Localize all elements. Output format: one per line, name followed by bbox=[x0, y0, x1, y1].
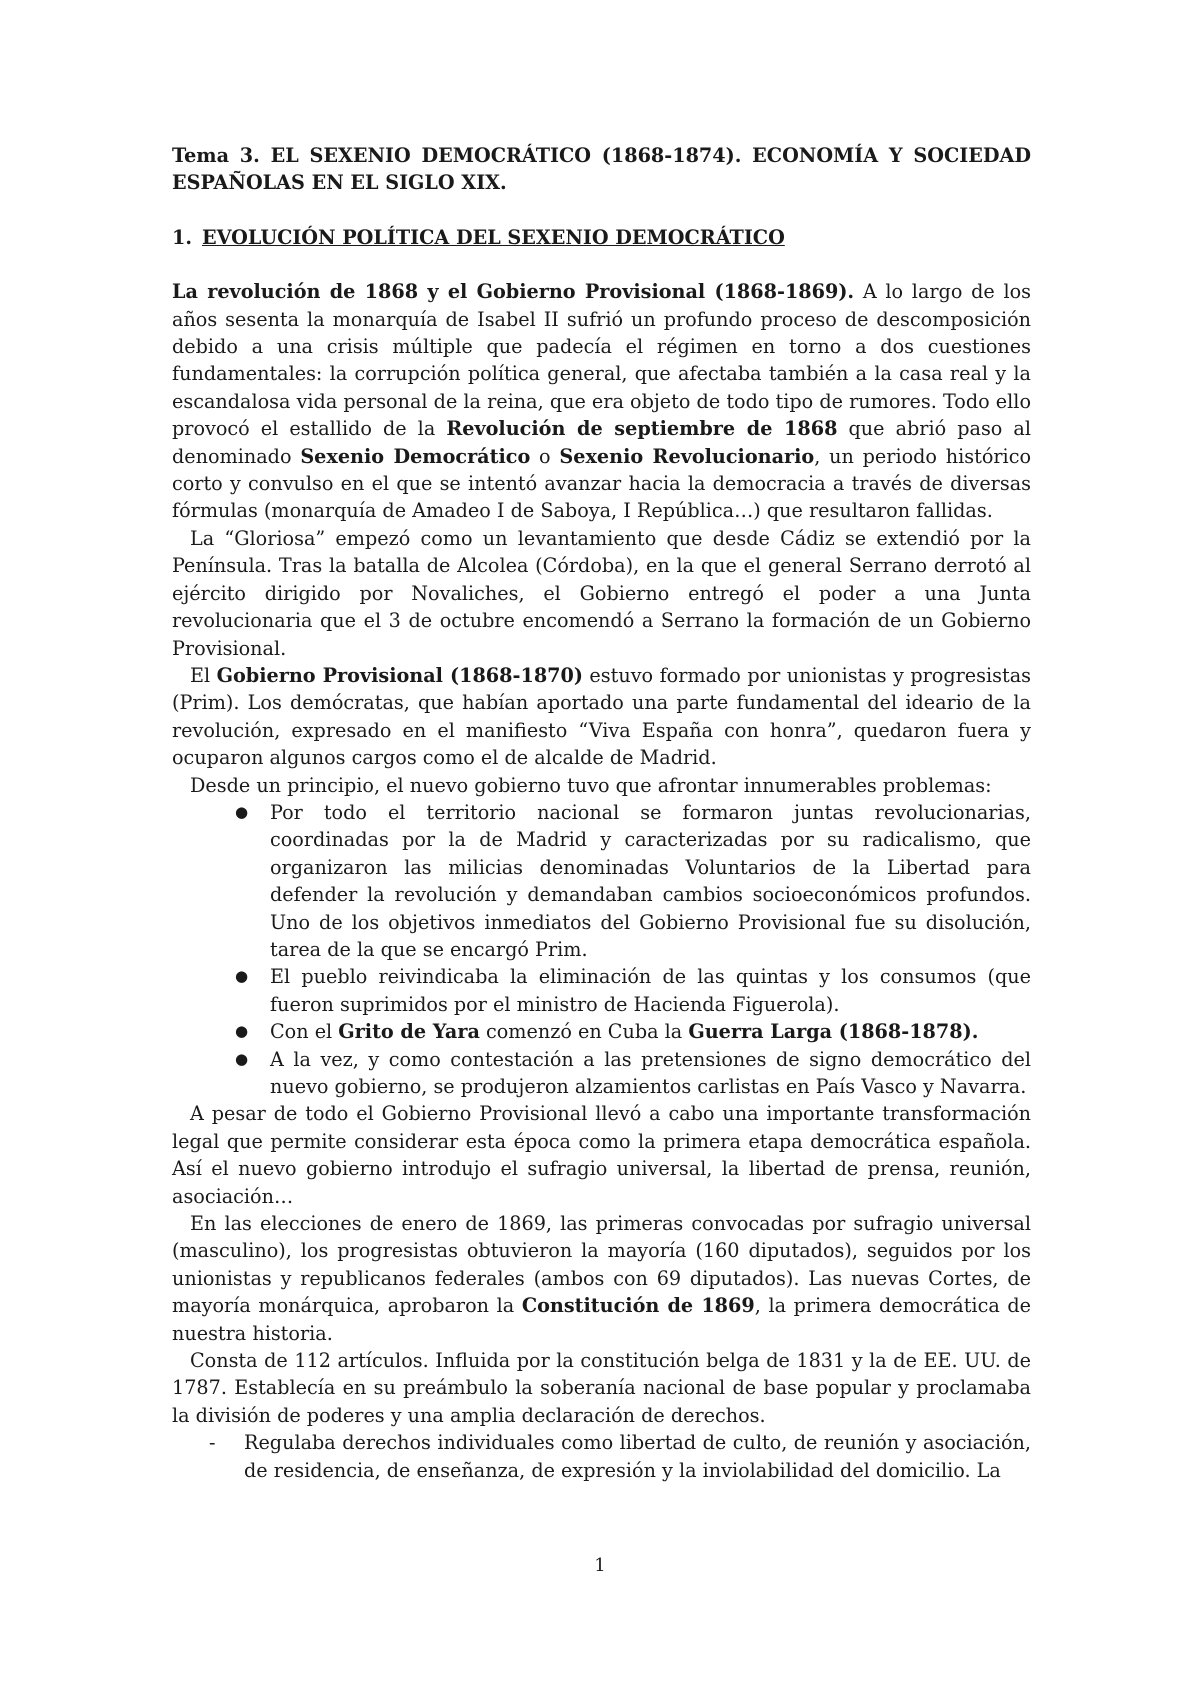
list-item: - Regulaba derechos individuales como libertad de culto, de reunión y asociación, de residencia, de enseñanza, de expresión y la inviolabilidad del domicilio. La bbox=[244, 1429, 1031, 1484]
paragraph-revolucion-1868: La revolución de 1868 y el Gobierno Provisional (1868-1869). A lo largo de los años sesenta la monarquía de Isabel II sufrió un profundo proceso de descomposición debido a una crisis múltiple que padecía el régimen en torno a dos cuestiones fundamentales: la corrupción política general, que afectaba también a la casa real y la escandalosa vida personal de la reina, que era objeto de todo tipo de rumores. Todo ello provocó el estallido de la Revolución de septiembre de 1868 que abrió paso al denominado Sexenio Democrático o Sexenio Revolucionario, un periodo histórico corto y convulso en el que se intentó avanzar hacia la democracia a través de diversas fórmulas (monarquía de Amadeo I de Saboya, I República…) que resultaron fallidas. bbox=[172, 280, 1032, 523]
paragraph-gloriosa: La “Gloriosa” empezó como un levantamiento que desde Cádiz se extendió por la Península. Tras la batalla de Alcolea (Córdoba), en la que el general Serrano derrotó al ejército dirigido por Novaliches, el Gobierno entregó el poder a una Junta revolucionaria que el 3 de octubre encomendó a Serrano la formación de un Gobierno Provisional. bbox=[172, 526, 1031, 660]
derechos-list bbox=[172, 1429, 1031, 1484]
document-body bbox=[172, 142, 1031, 1484]
list-item: ● Con el Grito de Yara comenzó en Cuba la Guerra Larga (1868-1878). bbox=[270, 1018, 1031, 1045]
document-title: Tema 3. EL SEXENIO DEMOCRÁTICO (1868-1874). ECONOMÍA Y SOCIEDAD ESPAÑOLAS EN EL SIGLO XIX. bbox=[172, 144, 1031, 195]
paragraph-elecciones-1869: En las elecciones de enero de 1869, las primeras convocadas por sufragio universal (masculino), los progresistas obtuvieron la mayoría (160 diputados), seguidos por los unionistas y republicanos federales (ambos con 69 diputados). Las nuevas Cortes, de mayoría monárquica, aprobaron la Constitución de 1869, la primera democrática de nuestra historia. bbox=[172, 1212, 1031, 1345]
paragraph-transformacion-legal: A pesar de todo el Gobierno Provisional llevó a cabo una importante transformación legal que permite considerar esta época como la primera etapa democrática española. Así el nuevo gobierno introdujo el sufragio universal, la libertad de prensa, reunión, asociación… bbox=[172, 1102, 1031, 1208]
subheading-revolucion: La revolución de 1868 y el Gobierno Provisional (1868-1869). bbox=[172, 280, 855, 304]
list-item: ● Por todo el territorio nacional se formaron juntas revolucionarias, coordinadas por la de Madrid y caracterizadas por su radicalismo, que organizaron las milicias denominadas Voluntarios de la Libertad para defender la revolución y demandaban cambios socioeconómicos profundos. Uno de los objetivos inmediatos del Gobierno Provisional fue su disolución, tarea de la que se encargó Prim. bbox=[270, 799, 1031, 963]
section-title: EVOLUCIÓN POLÍTICA DEL SEXENIO DEMOCRÁTICO bbox=[202, 225, 785, 249]
list-item: ● A la vez, y como contestación a las pretensiones de signo democrático del nuevo gobierno, se produjeron alzamientos carlistas en País Vasco y Navarra. bbox=[270, 1046, 1031, 1101]
paragraph-constitucion: Consta de 112 artículos. Influida por la constitución belga de 1831 y la de EE. UU. de 1787. Establecía en su preámbulo la soberanía nacional de base popular y proclamaba la división de poderes y una amplia declaración de derechos. bbox=[172, 1349, 1031, 1427]
paragraph-problemas: Desde un principio, el nuevo gobierno tuvo que afrontar innumerables problemas: bbox=[190, 773, 992, 797]
section-number: 1. bbox=[172, 225, 193, 249]
problems-list bbox=[172, 799, 1031, 1100]
paragraph-gobierno-provisional: El Gobierno Provisional (1868-1870) estuvo formado por unionistas y progresistas (Prim). Los demócratas, que habían aportado una parte fundamental del ideario de la revolución, expresado en el manifiesto “Viva España con honra”, quedaron fuera y ocuparon algunos cargos como el de alcalde de Madrid. bbox=[172, 663, 1031, 770]
list-item: ● El pueblo reivindicaba la eliminación de las quintas y los consumos (que fueron suprimidos por el ministro de Hacienda Figuerola). bbox=[270, 963, 1031, 1018]
page-number: 1 bbox=[594, 1555, 606, 1576]
section-heading bbox=[172, 224, 1031, 251]
